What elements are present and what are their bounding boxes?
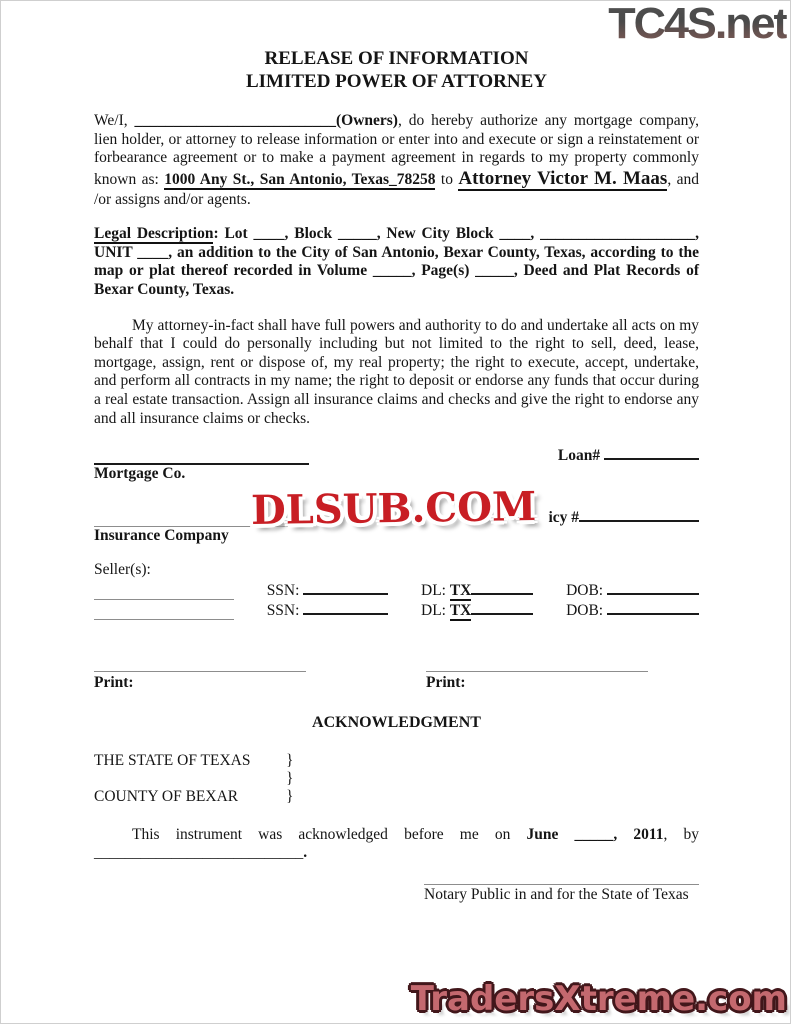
sellers-label: Seller(s): <box>94 561 151 579</box>
dob-group <box>566 601 699 620</box>
owners-label: (Owners) <box>335 112 398 129</box>
dob-label: DOB: <box>566 581 604 599</box>
owners-name-blank: __________________________ <box>134 112 336 129</box>
property-address: 1000 Any St., San Antonio, Texas_78258 <box>164 170 436 188</box>
dob-blank <box>607 601 699 615</box>
dlsub-watermark: DLSUB.COM <box>250 483 537 534</box>
venue-middle-line <box>94 770 699 788</box>
sentence-post: , by <box>663 825 700 843</box>
title-line-2: LIMITED POWER OF ATTORNEY <box>245 71 548 92</box>
signature-blank <box>94 660 306 672</box>
document-content <box>94 1 699 904</box>
legal-description-paragraph <box>94 225 699 299</box>
legal-description-label: Legal Description <box>94 225 214 243</box>
venue-block <box>94 752 699 806</box>
insurance-co-label: Insurance Company <box>94 526 229 544</box>
dl-blank <box>471 601 533 615</box>
print-label: Print: <box>426 673 466 691</box>
signer-blank: ___________________________ <box>94 844 304 862</box>
print-signature-row <box>94 660 699 692</box>
ssn-blank <box>303 601 388 615</box>
seller-row <box>94 602 699 620</box>
loan-label: Loan# <box>557 447 601 465</box>
seller-name-blank <box>94 586 234 600</box>
ssn-label: SSN: <box>266 601 300 619</box>
ssn-group <box>267 601 389 620</box>
powers-paragraph: My attorney-in-fact shall have full powers and authority to do and undertake all acts on my behalf that I could do personally including but not limited to the right to sell, deed, lease, mortgage, assign, rent or dispose of, my real property; the right to execute, accept, undertake, and perform all contracts in my name; the right to deposit or endorse any funds that occur during a real estate transaction. Assign all insurance claims and checks and give the right to endorse any and all insurance claims or checks. <box>94 316 699 427</box>
county-label: COUNTY OF BEXAR <box>94 787 239 805</box>
venue-state-line <box>94 752 699 770</box>
month-value: June <box>526 825 559 843</box>
acknowledgment-heading: ACKNOWLEDGMENT <box>312 713 481 731</box>
dl-label: DL: <box>421 601 446 619</box>
mortgage-co-blank <box>94 451 309 465</box>
policy-group <box>548 508 699 527</box>
sentence-pre: This instrument was acknowledged before me on <box>132 825 527 843</box>
dl-state-value: TX <box>449 581 472 599</box>
intro-pre: We/I, <box>94 112 135 129</box>
acknowledgment-sentence-line2 <box>94 844 699 863</box>
policy-number-blank <box>579 508 699 522</box>
intro-mid: , do hereby authorize any mortgage company, lien holder, or attorney to release information or enter into and execute or sign a reinstatement or forbearance agreement or to make a payment agreement in regards to my property commonly known as: <box>94 112 699 188</box>
date-comma: , <box>613 825 634 843</box>
policy-label-fragment: icy # <box>548 508 579 526</box>
acknowledgment-sentence <box>94 826 699 863</box>
acknowledgment-sentence-line1 <box>94 826 699 845</box>
intro-paragraph <box>94 112 699 209</box>
legal-description-colon: : <box>213 225 225 243</box>
loan-number-blank <box>604 446 699 460</box>
dl-group <box>421 601 533 620</box>
tradersxtreme-watermark: TradersXtreme.com <box>410 979 787 1019</box>
page-title <box>94 1 699 93</box>
ssn-group <box>267 581 389 600</box>
ssn-label: SSN: <box>266 581 300 599</box>
dob-label: DOB: <box>566 601 604 619</box>
seller-name-blank <box>94 606 234 620</box>
venue-county-line <box>94 788 699 806</box>
brace: } <box>286 751 294 769</box>
print-column-right <box>426 660 648 692</box>
mortgage-row <box>94 446 699 465</box>
intro-post: , and /or assigns and/or agents. <box>94 170 699 208</box>
dl-group <box>421 581 533 600</box>
loan-group <box>558 446 699 465</box>
notary-signature-blank <box>424 873 699 885</box>
tc4s-watermark: TC4S.net <box>608 0 787 48</box>
state-label: THE STATE OF TEXAS <box>94 751 251 769</box>
sentence-period: . <box>303 844 308 862</box>
day-blank: _____ <box>558 825 614 843</box>
notary-caption: Notary Public in and for the State of Texas <box>424 886 689 904</box>
brace: } <box>286 769 294 787</box>
notary-block <box>424 873 699 904</box>
dl-label: DL: <box>421 581 446 599</box>
dl-state-value: TX <box>449 601 472 619</box>
mortgage-co-label: Mortgage Co. <box>94 465 186 483</box>
year-value: 2011 <box>633 825 664 843</box>
signature-blank <box>426 660 648 672</box>
title-line-1: RELEASE OF INFORMATION <box>264 48 529 69</box>
print-column-left <box>94 660 306 692</box>
dob-blank <box>607 581 699 595</box>
attorney-name: Attorney Victor M. Maas <box>458 167 668 189</box>
intro-to: to <box>435 170 459 188</box>
seller-row <box>94 582 699 600</box>
dob-group <box>566 581 699 600</box>
brace: } <box>286 787 294 805</box>
legal-description-body: Lot ____, Block _____, New City Block ____, ____________________, UNIT ____, an addition to the City of San Antonio, Bexar County, Texas, according to the map or plat thereof recorded in Volume _____, Page(s) _____, Deed and Plat Records of Bexar County, Texas. <box>94 225 699 298</box>
ssn-blank <box>303 581 388 595</box>
print-label: Print: <box>94 673 134 691</box>
dl-blank <box>471 581 533 595</box>
